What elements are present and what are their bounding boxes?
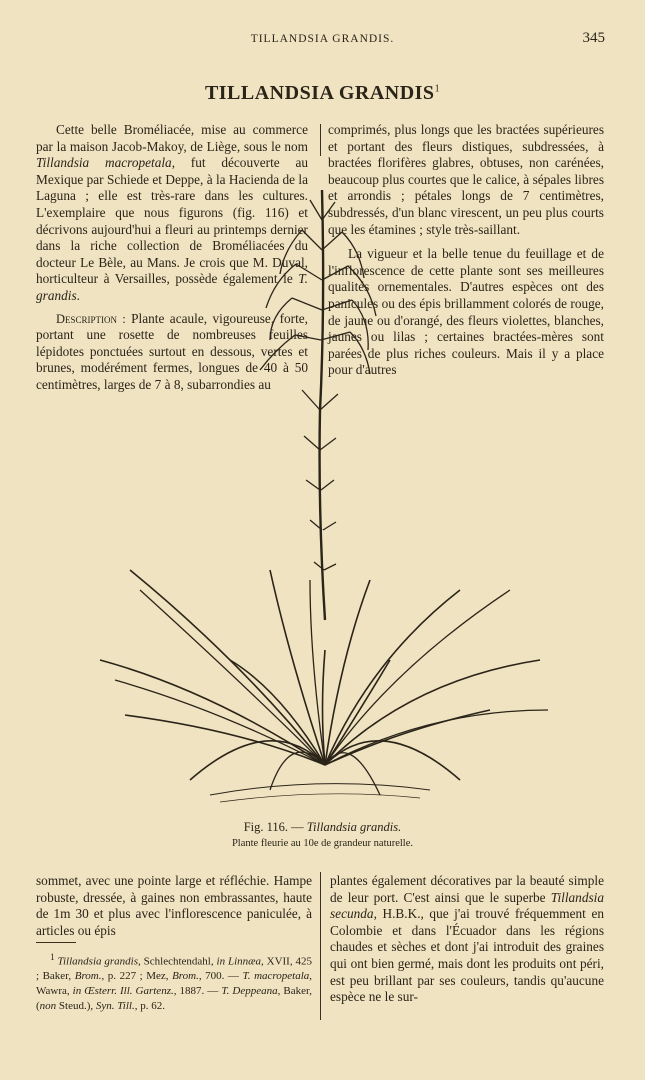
title-footnote-mark: 1 bbox=[434, 83, 441, 95]
caption-label: Fig. 116. — bbox=[243, 820, 307, 834]
fn-15: non bbox=[39, 1000, 57, 1013]
fn-11: in Œsterr. Ill. Gartenz. bbox=[72, 985, 174, 998]
fn-5: Brom. bbox=[74, 970, 102, 983]
description-continued: comprimés, plus longs que les bractées supérieures et portant des fleurs distiques, subdressées, à bractées florifères glabres, obtuses, non carénées, beaucoup plus courtes que le calice, à sépales libres et arrondis ; pétales longs de 7 centimètres, subdressés, d'un blanc virescent, un peu plus courts que les étamines ; style très-saillant. bbox=[328, 122, 604, 237]
intro-italic-name: Tillandsia macropetala bbox=[36, 155, 172, 171]
footnote-mark: 1 bbox=[50, 952, 55, 962]
fn-10: , Wawra, bbox=[36, 970, 313, 998]
column-rule-bottom bbox=[320, 872, 321, 1020]
fn-1: Tillandsia grandis bbox=[57, 955, 139, 968]
description-label: Description : bbox=[56, 311, 126, 326]
left-column-bottom bbox=[36, 873, 312, 939]
secunda-species: Tillandsia secunda bbox=[330, 889, 604, 922]
fn-9: T. macropetala bbox=[242, 970, 310, 983]
intro-text-end: . bbox=[76, 287, 80, 303]
column-rule-top bbox=[320, 124, 321, 156]
secunda-paragraph bbox=[330, 873, 604, 1006]
fn-6: , p. 227 ; Mez, bbox=[101, 970, 173, 983]
fn-8: , 700. — bbox=[198, 970, 243, 983]
secunda-text-a: plantes également décoratives par la beauté simple de leur port. C'est ainsi que le superbe bbox=[330, 873, 604, 905]
figure-caption bbox=[0, 820, 645, 835]
description-text: Plante acaule, vigoureuse, forte, portant une rosette de nombreuses feuilles lépidotes ponctuées surtout en dessous, vertes et brunes, modérément fermes, longues de 40 à 50 centimètres, larges de 7 à 8, subarrondies au bbox=[36, 310, 308, 392]
plant-illustration bbox=[70, 190, 570, 810]
fn-12: , 1887. — bbox=[173, 985, 222, 998]
running-head: TILLANDSIA GRANDIS. bbox=[250, 33, 395, 45]
secunda-text-b: , H.B.K., que j'ai trouvé fréquemment en Colombie et dans l'Écuador dans les régions chaudes et sèches et dont j'ai introduit des graines qui ont bien germé, mais dont les produits ont péri, est peu brillant par ses couleurs, tandis qu'aucune espèce ne le sur- bbox=[330, 906, 604, 1005]
title-text: TILLANDSIA GRANDIS bbox=[204, 82, 435, 104]
footnote bbox=[36, 950, 312, 1014]
description-end: sommet, avec une pointe large et réfléchie. Hampe robuste, dressée, à gaines non embrassantes, haute de 1m 30 et plus avec l'inflorescence paniculée, à articles ou épis bbox=[36, 873, 312, 938]
fn-7: Brom. bbox=[172, 970, 199, 983]
page-number: 345 bbox=[582, 30, 605, 46]
figure-subcaption: Plante fleurie au 10e de grandeur naturelle. bbox=[231, 838, 414, 849]
fn-4: , XVII, 425 ; Baker, bbox=[36, 955, 312, 983]
article-title bbox=[0, 82, 645, 105]
right-column-bottom bbox=[330, 873, 604, 1006]
footnote-rule bbox=[36, 942, 76, 943]
fn-3: in Linnæa bbox=[216, 955, 261, 968]
intro-text-a: Cette belle Broméliacée, mise au commerce par la maison Jacob-Makoy, de Liège, sous le nom bbox=[36, 122, 308, 154]
ornamental-paragraph: La vigueur et la belle tenue du feuillage et de l'inflorescence de cette plante sont ses meilleures qualités ornementales. D'autres espèces ont des panicules ou des épis brillamment colorés de rouge, de jaune ou d'orangé, des fleurs violettes, blanches, jaunes ou lilas ; certaines bractées-mères sont parées de plus riches couleurs. Mais il y a place pour d'autres bbox=[328, 246, 604, 378]
intro-text-b: , fut découverte au Mexique par Schiede et Deppe, à la Hacienda de la Laguna ; elle est très-rare dans les cultures. L'exemplaire que nous figurons (fig. 116) et décrivons aujourd'hui a fleuri au printemps dernier dans la riche collection de Broméliacées du docteur Le Bèle, au Mans. Je crois que M. Duval, horticulteur à Versailles, possède également le bbox=[36, 155, 308, 287]
fn-13: T. Deppeana bbox=[221, 985, 278, 998]
caption-species: Tillandsia grandis. bbox=[306, 820, 402, 834]
fn-18: , p. 62. bbox=[134, 1000, 165, 1013]
fn-14: , Baker, ( bbox=[36, 985, 312, 1013]
fn-17: Syn. Till. bbox=[95, 1000, 135, 1013]
fn-2: , Schlechtendahl, bbox=[138, 955, 217, 968]
fn-16: Steud.), bbox=[56, 1000, 96, 1013]
intro-italic-name-2: T. grandis bbox=[36, 271, 308, 303]
